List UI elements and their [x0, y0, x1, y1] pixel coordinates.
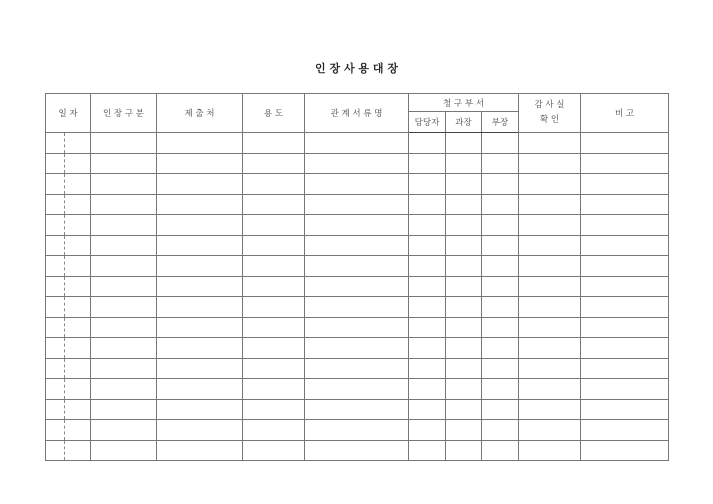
cell-remarks[interactable]: [581, 358, 669, 379]
cell-audit-confirm[interactable]: [519, 420, 581, 441]
cell-section-chief[interactable]: [446, 399, 482, 420]
header-dept-head: 부장: [482, 112, 519, 133]
cell-manager[interactable]: [409, 399, 446, 420]
cell-related-docs[interactable]: [305, 256, 409, 277]
table-row: [46, 399, 669, 420]
cell-dept-head[interactable]: [482, 379, 519, 400]
header-seal-type: 인 장 구 분: [91, 94, 157, 133]
table-row: [46, 194, 669, 215]
cell-submit-to[interactable]: [157, 399, 243, 420]
cell-audit-confirm[interactable]: [519, 153, 581, 174]
header-remarks: 비 고: [581, 94, 669, 133]
cell-purpose[interactable]: [243, 358, 305, 379]
table-row: [46, 358, 669, 379]
cell-remarks[interactable]: [581, 399, 669, 420]
cell-purpose[interactable]: [243, 420, 305, 441]
cell-submit-to[interactable]: [157, 235, 243, 256]
table-row: [46, 420, 669, 441]
cell-remarks[interactable]: [581, 440, 669, 461]
cell-day[interactable]: [65, 276, 91, 297]
cell-day[interactable]: [65, 215, 91, 236]
cell-dept-head[interactable]: [482, 174, 519, 195]
cell-seal-type[interactable]: [91, 317, 157, 338]
cell-seal-type[interactable]: [91, 399, 157, 420]
cell-section-chief[interactable]: [446, 133, 482, 154]
table-row: [46, 440, 669, 461]
cell-purpose[interactable]: [243, 399, 305, 420]
cell-submit-to[interactable]: [157, 153, 243, 174]
cell-purpose[interactable]: [243, 440, 305, 461]
cell-related-docs[interactable]: [305, 215, 409, 236]
cell-remarks[interactable]: [581, 338, 669, 359]
cell-manager[interactable]: [409, 440, 446, 461]
cell-related-docs[interactable]: [305, 338, 409, 359]
cell-audit-confirm[interactable]: [519, 338, 581, 359]
cell-month[interactable]: [46, 317, 65, 338]
cell-month[interactable]: [46, 174, 65, 195]
cell-remarks[interactable]: [581, 276, 669, 297]
cell-submit-to[interactable]: [157, 215, 243, 236]
cell-dept-head[interactable]: [482, 276, 519, 297]
cell-section-chief[interactable]: [446, 215, 482, 236]
cell-audit-confirm[interactable]: [519, 194, 581, 215]
cell-manager[interactable]: [409, 420, 446, 441]
cell-day[interactable]: [65, 317, 91, 338]
cell-seal-type[interactable]: [91, 194, 157, 215]
cell-section-chief[interactable]: [446, 235, 482, 256]
table-row: [46, 338, 669, 359]
cell-section-chief[interactable]: [446, 194, 482, 215]
cell-day[interactable]: [65, 153, 91, 174]
cell-purpose[interactable]: [243, 317, 305, 338]
cell-section-chief[interactable]: [446, 297, 482, 318]
cell-remarks[interactable]: [581, 317, 669, 338]
header-request-dept: 청 구 부 서: [409, 94, 519, 112]
cell-purpose[interactable]: [243, 256, 305, 277]
cell-audit-confirm[interactable]: [519, 358, 581, 379]
cell-seal-type[interactable]: [91, 358, 157, 379]
cell-manager[interactable]: [409, 379, 446, 400]
cell-related-docs[interactable]: [305, 194, 409, 215]
cell-submit-to[interactable]: [157, 379, 243, 400]
cell-section-chief[interactable]: [446, 338, 482, 359]
cell-submit-to[interactable]: [157, 338, 243, 359]
cell-month[interactable]: [46, 358, 65, 379]
cell-section-chief[interactable]: [446, 174, 482, 195]
cell-section-chief[interactable]: [446, 317, 482, 338]
cell-dept-head[interactable]: [482, 297, 519, 318]
cell-audit-confirm[interactable]: [519, 215, 581, 236]
cell-remarks[interactable]: [581, 379, 669, 400]
cell-seal-type[interactable]: [91, 256, 157, 277]
cell-dept-head[interactable]: [482, 256, 519, 277]
cell-month[interactable]: [46, 338, 65, 359]
cell-day[interactable]: [65, 235, 91, 256]
cell-seal-type[interactable]: [91, 297, 157, 318]
header-section-chief: 과장: [446, 112, 482, 133]
cell-section-chief[interactable]: [446, 153, 482, 174]
cell-month[interactable]: [46, 297, 65, 318]
cell-audit-confirm[interactable]: [519, 399, 581, 420]
cell-month[interactable]: [46, 235, 65, 256]
document-title: 인 장 사 용 대 장: [315, 62, 398, 75]
cell-submit-to[interactable]: [157, 256, 243, 277]
cell-month[interactable]: [46, 440, 65, 461]
header-audit-line2: 확 인: [539, 115, 560, 125]
cell-section-chief[interactable]: [446, 358, 482, 379]
cell-section-chief[interactable]: [446, 256, 482, 277]
cell-related-docs[interactable]: [305, 358, 409, 379]
cell-remarks[interactable]: [581, 235, 669, 256]
header-date: 일 자: [46, 94, 91, 133]
cell-seal-type[interactable]: [91, 174, 157, 195]
cell-related-docs[interactable]: [305, 153, 409, 174]
cell-dept-head[interactable]: [482, 358, 519, 379]
header-audit-confirm: [519, 94, 581, 133]
cell-month[interactable]: [46, 153, 65, 174]
cell-month[interactable]: [46, 276, 65, 297]
cell-manager[interactable]: [409, 338, 446, 359]
cell-audit-confirm[interactable]: [519, 235, 581, 256]
cell-related-docs[interactable]: [305, 133, 409, 154]
cell-month[interactable]: [46, 379, 65, 400]
cell-manager[interactable]: [409, 317, 446, 338]
cell-dept-head[interactable]: [482, 440, 519, 461]
cell-submit-to[interactable]: [157, 297, 243, 318]
cell-day[interactable]: [65, 379, 91, 400]
cell-day[interactable]: [65, 399, 91, 420]
cell-section-chief[interactable]: [446, 440, 482, 461]
cell-related-docs[interactable]: [305, 440, 409, 461]
cell-seal-type[interactable]: [91, 440, 157, 461]
cell-dept-head[interactable]: [482, 399, 519, 420]
table-row: [46, 379, 669, 400]
cell-day[interactable]: [65, 440, 91, 461]
cell-dept-head[interactable]: [482, 215, 519, 236]
cell-seal-type[interactable]: [91, 420, 157, 441]
cell-remarks[interactable]: [581, 420, 669, 441]
cell-month[interactable]: [46, 133, 65, 154]
cell-related-docs[interactable]: [305, 276, 409, 297]
seal-usage-ledger: [45, 93, 669, 461]
cell-section-chief[interactable]: [446, 379, 482, 400]
cell-related-docs[interactable]: [305, 297, 409, 318]
cell-purpose[interactable]: [243, 215, 305, 236]
cell-dept-head[interactable]: [482, 317, 519, 338]
cell-audit-confirm[interactable]: [519, 133, 581, 154]
header-related-docs: 관 계 서 류 명: [305, 94, 409, 133]
cell-day[interactable]: [65, 194, 91, 215]
cell-seal-type[interactable]: [91, 133, 157, 154]
cell-audit-confirm[interactable]: [519, 440, 581, 461]
header-submit-to: 제 출 처: [157, 94, 243, 133]
table-row: [46, 317, 669, 338]
cell-remarks[interactable]: [581, 174, 669, 195]
cell-related-docs[interactable]: [305, 317, 409, 338]
header-purpose: 용 도: [243, 94, 305, 133]
header-manager: 담당자: [409, 112, 446, 133]
cell-submit-to[interactable]: [157, 420, 243, 441]
cell-related-docs[interactable]: [305, 379, 409, 400]
cell-manager[interactable]: [409, 215, 446, 236]
cell-audit-confirm[interactable]: [519, 276, 581, 297]
table-row: [46, 215, 669, 236]
cell-purpose[interactable]: [243, 379, 305, 400]
cell-manager[interactable]: [409, 358, 446, 379]
cell-seal-type[interactable]: [91, 276, 157, 297]
cell-month[interactable]: [46, 256, 65, 277]
cell-day[interactable]: [65, 420, 91, 441]
cell-day[interactable]: [65, 133, 91, 154]
cell-related-docs[interactable]: [305, 399, 409, 420]
cell-dept-head[interactable]: [482, 235, 519, 256]
cell-day[interactable]: [65, 338, 91, 359]
cell-manager[interactable]: [409, 153, 446, 174]
table-row: [46, 174, 669, 195]
table-row: [46, 256, 669, 277]
cell-dept-head[interactable]: [482, 420, 519, 441]
cell-audit-confirm[interactable]: [519, 317, 581, 338]
cell-remarks[interactable]: [581, 297, 669, 318]
cell-purpose[interactable]: [243, 194, 305, 215]
cell-section-chief[interactable]: [446, 420, 482, 441]
cell-purpose[interactable]: [243, 133, 305, 154]
cell-seal-type[interactable]: [91, 379, 157, 400]
cell-audit-confirm[interactable]: [519, 379, 581, 400]
cell-purpose[interactable]: [243, 276, 305, 297]
cell-submit-to[interactable]: [157, 358, 243, 379]
cell-submit-to[interactable]: [157, 194, 243, 215]
cell-related-docs[interactable]: [305, 174, 409, 195]
cell-remarks[interactable]: [581, 256, 669, 277]
cell-remarks[interactable]: [581, 194, 669, 215]
table-row: [46, 276, 669, 297]
cell-purpose[interactable]: [243, 235, 305, 256]
cell-month[interactable]: [46, 194, 65, 215]
cell-related-docs[interactable]: [305, 420, 409, 441]
cell-dept-head[interactable]: [482, 153, 519, 174]
ledger-body: [46, 133, 669, 461]
cell-dept-head[interactable]: [482, 133, 519, 154]
cell-dept-head[interactable]: [482, 194, 519, 215]
cell-remarks[interactable]: [581, 153, 669, 174]
cell-manager[interactable]: [409, 276, 446, 297]
cell-dept-head[interactable]: [482, 338, 519, 359]
cell-audit-confirm[interactable]: [519, 297, 581, 318]
cell-remarks[interactable]: [581, 215, 669, 236]
table-row: [46, 297, 669, 318]
header-audit-line1: 감 사 실: [534, 100, 565, 110]
cell-purpose[interactable]: [243, 174, 305, 195]
cell-manager[interactable]: [409, 297, 446, 318]
cell-submit-to[interactable]: [157, 440, 243, 461]
cell-submit-to[interactable]: [157, 133, 243, 154]
cell-related-docs[interactable]: [305, 235, 409, 256]
cell-seal-type[interactable]: [91, 235, 157, 256]
cell-manager[interactable]: [409, 174, 446, 195]
cell-day[interactable]: [65, 358, 91, 379]
cell-remarks[interactable]: [581, 133, 669, 154]
cell-submit-to[interactable]: [157, 174, 243, 195]
cell-seal-type[interactable]: [91, 153, 157, 174]
cell-manager[interactable]: [409, 256, 446, 277]
cell-month[interactable]: [46, 420, 65, 441]
cell-manager[interactable]: [409, 235, 446, 256]
cell-manager[interactable]: [409, 133, 446, 154]
table-row: [46, 133, 669, 154]
table-row: [46, 235, 669, 256]
cell-submit-to[interactable]: [157, 317, 243, 338]
cell-manager[interactable]: [409, 194, 446, 215]
cell-audit-confirm[interactable]: [519, 256, 581, 277]
cell-seal-type[interactable]: [91, 215, 157, 236]
cell-purpose[interactable]: [243, 338, 305, 359]
cell-audit-confirm[interactable]: [519, 174, 581, 195]
cell-day[interactable]: [65, 174, 91, 195]
cell-month[interactable]: [46, 215, 65, 236]
table-row: [46, 153, 669, 174]
cell-month[interactable]: [46, 399, 65, 420]
cell-purpose[interactable]: [243, 297, 305, 318]
cell-day[interactable]: [65, 256, 91, 277]
cell-seal-type[interactable]: [91, 338, 157, 359]
cell-submit-to[interactable]: [157, 276, 243, 297]
cell-day[interactable]: [65, 297, 91, 318]
cell-purpose[interactable]: [243, 153, 305, 174]
cell-section-chief[interactable]: [446, 276, 482, 297]
